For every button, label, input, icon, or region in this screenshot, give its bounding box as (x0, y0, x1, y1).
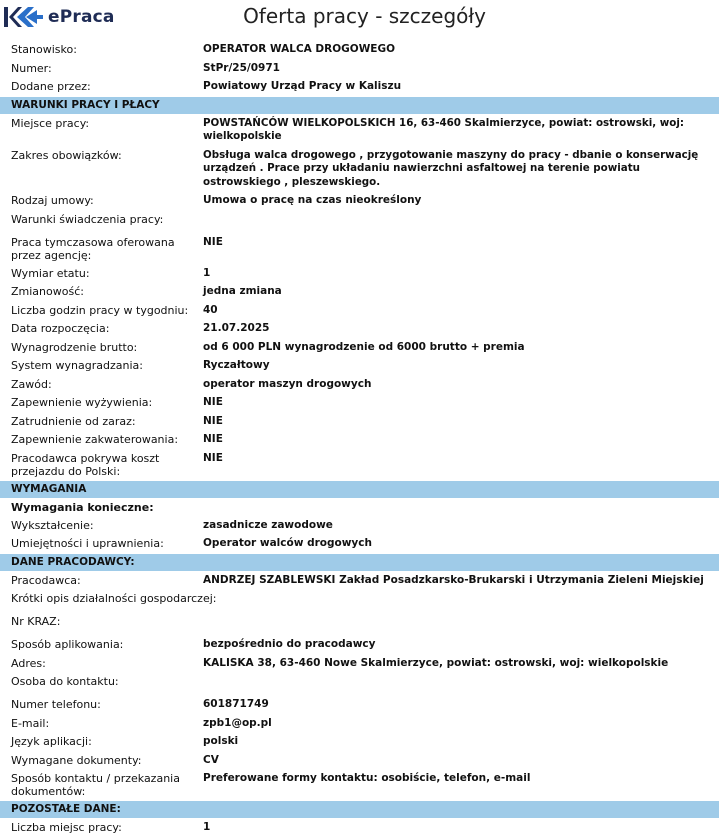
field-label: Zapewnienie zakwaterowania: (11, 433, 179, 446)
field-label: Praca tymczasowa oferowana przez agencję: (11, 235, 175, 262)
field-value: 40 (203, 303, 218, 316)
field-label: Liczba godzin pracy w tygodniu: (11, 303, 189, 317)
field-label: Nr KRAZ: (11, 615, 61, 628)
field-value: zasadnicze zawodowe (203, 518, 333, 531)
field-label: Numer: (11, 61, 52, 75)
field-label: Język aplikacji: (11, 735, 92, 748)
field-row-osoba-kontakt (0, 672, 719, 695)
field-value: ANDRZEJ SZABLEWSKI Zakład Posadzkarsko-Brukarski i Utrzymania Zieleni Miejskiej (203, 573, 704, 586)
field-label: Stanowisko: (11, 43, 77, 56)
field-value: od 6 000 PLN wynagrodzenie od 6000 brutto + premia (203, 340, 525, 353)
field-value: Obsługa walca drogowego , przygotowanie maszyny do pracy - dbanie o konserwację urządzeń . Prace przy układaniu nawierzchni asfaltowej na terenie powiatu ostrowskiego , pleszewskiego. (203, 148, 699, 188)
field-value: Ryczałtowy (203, 359, 270, 371)
field-label: Zakres obowiązków: (11, 148, 122, 162)
field-label: E-mail: (11, 716, 50, 730)
field-row-opis-dzialalnosci (0, 589, 719, 612)
offer-details (0, 40, 719, 837)
field-label: Dodane przez: (11, 80, 91, 93)
field-value: StPr/25/0971 (203, 61, 280, 74)
logo-text: ePraca (48, 7, 115, 27)
field-label: Rodzaj umowy: (11, 194, 94, 207)
field-value (192, 612, 719, 635)
field-value: OPERATOR WALCA DROGOWEGO (203, 43, 396, 55)
field-label: Wykształcenie: (11, 518, 94, 532)
field-label: Wymiar etatu: (11, 266, 90, 280)
field-row-wynagrodzenie (0, 338, 719, 357)
field-row-email (0, 714, 719, 733)
field-value (192, 210, 719, 233)
field-row-zatrudnienie-od-zaraz (0, 412, 719, 431)
field-label: Warunki świadczenia pracy: (11, 212, 164, 226)
field-label: Krótki opis działalności gospodarczej: (11, 592, 217, 605)
field-row-zawod (0, 375, 719, 394)
field-value: 1 (203, 821, 211, 833)
page-header (0, 0, 719, 34)
field-row-liczba-miejsc (0, 818, 719, 837)
field-label: Zatrudnienie od zaraz: (11, 414, 136, 428)
field-value: Powiatowy Urząd Pracy w Kaliszu (203, 80, 402, 92)
field-row-zmianowosc (0, 282, 719, 301)
field-row-telefon (0, 695, 719, 714)
field-value (260, 589, 719, 612)
field-value: 601871749 (203, 698, 269, 710)
section-header-pracodawca: DANE PRACODAWCY: (0, 554, 719, 571)
page-title-text: Oferta pracy - szczegóły (243, 4, 486, 28)
field-value: 21.07.2025 (203, 322, 270, 334)
field-row-sposob-kontaktu (0, 769, 719, 800)
field-row-miejsce-pracy (0, 114, 719, 146)
field-value: Umowa o pracę na czas nieokreślony (203, 194, 422, 206)
field-value: NIE (203, 396, 223, 408)
field-value: NIE (203, 451, 223, 464)
field-row-zakwaterowanie (0, 430, 719, 449)
field-value (192, 672, 719, 695)
field-label: Zmianowość: (11, 285, 84, 298)
field-row-rodzaj-umowy (0, 191, 719, 210)
field-row-pracodawca (0, 571, 719, 590)
field-value: CV (203, 753, 219, 766)
field-label: Pracodawca pokrywa koszt przejazdu do Polski: (11, 451, 160, 478)
field-row-wyzywienie (0, 393, 719, 412)
field-label: Osoba do kontaktu: (11, 675, 119, 688)
field-value: NIE (203, 433, 223, 445)
field-label: Sposób kontaktu / przekazania dokumentów: (11, 772, 180, 798)
field-row-numer (0, 59, 719, 78)
field-label: Adres: (11, 656, 46, 670)
field-value: zpb1@op.pl (203, 716, 272, 729)
field-value: bezpośrednio do pracodawcy (203, 638, 376, 650)
field-value: NIE (203, 414, 223, 427)
field-value: polski (203, 735, 239, 747)
field-row-stanowisko (0, 40, 719, 59)
field-row-liczba-godzin (0, 301, 719, 320)
field-label: Data rozpoczęcia: (11, 322, 110, 335)
field-label: Liczba miejsc pracy: (11, 821, 122, 834)
field-value: 1 (203, 266, 211, 279)
field-value: jedna zmiana (203, 285, 282, 297)
field-row-nr-kraz (0, 612, 719, 635)
section-header-warunki: WARUNKI PRACY I PŁACY (0, 97, 719, 114)
subheader-wymagania-konieczne: Wymagania konieczne: (11, 500, 154, 514)
field-row-wymagane-dokumenty (0, 751, 719, 770)
field-row-wymiar-etatu (0, 264, 719, 283)
field-label: Wymagane dokumenty: (11, 753, 142, 767)
field-row-data-rozpoczecia (0, 319, 719, 338)
field-value: KALISKA 38, 63-460 Nowe Skalmierzyce, powiat: ostrowski, woj: wielkopolskie (203, 656, 669, 669)
field-value: Operator walców drogowych (203, 537, 372, 549)
field-value: Preferowane formy kontaktu: osobiście, telefon, e-mail (203, 772, 531, 784)
field-label: Miejsce pracy: (11, 116, 90, 130)
field-row-zakres-obowiazkow (0, 146, 719, 192)
field-label: Wynagrodzenie brutto: (11, 340, 138, 354)
field-value: operator maszyn drogowych (203, 377, 372, 390)
field-row-koszt-przejazdu (0, 449, 719, 480)
page-title (0, 4, 719, 28)
field-label: Numer telefonu: (11, 698, 101, 711)
field-label: Zapewnienie wyżywienia: (11, 396, 153, 409)
field-row-jezyk-aplikacji (0, 732, 719, 751)
section-header-wymagania: WYMAGANIA (0, 481, 719, 498)
field-row-praca-tymczasowa (0, 233, 719, 264)
field-row-adres (0, 654, 719, 673)
field-label: Zawód: (11, 377, 52, 391)
field-row-system-wynagradzania (0, 356, 719, 375)
section-header-pozostale: POZOSTAŁE DANE: (0, 801, 719, 818)
field-label: Pracodawca: (11, 573, 81, 587)
field-row-dodane-przez (0, 77, 719, 96)
field-row-warunki-swiadczenia (0, 210, 719, 233)
field-label: Sposób aplikowania: (11, 638, 124, 651)
field-label: Umiejętności i uprawnienia: (11, 537, 164, 550)
field-value: POWSTAŃCÓW WIELKOPOLSKICH 16, 63-460 Skalmierzyce, powiat: ostrowski, woj: wielkopolskie (203, 116, 684, 142)
field-row-sposob-aplikowania (0, 635, 719, 654)
field-row-wyksztalcenie (0, 516, 719, 535)
field-label: System wynagradzania: (11, 359, 143, 372)
field-row-umiejetnosci (0, 534, 719, 553)
field-value: NIE (203, 235, 223, 248)
